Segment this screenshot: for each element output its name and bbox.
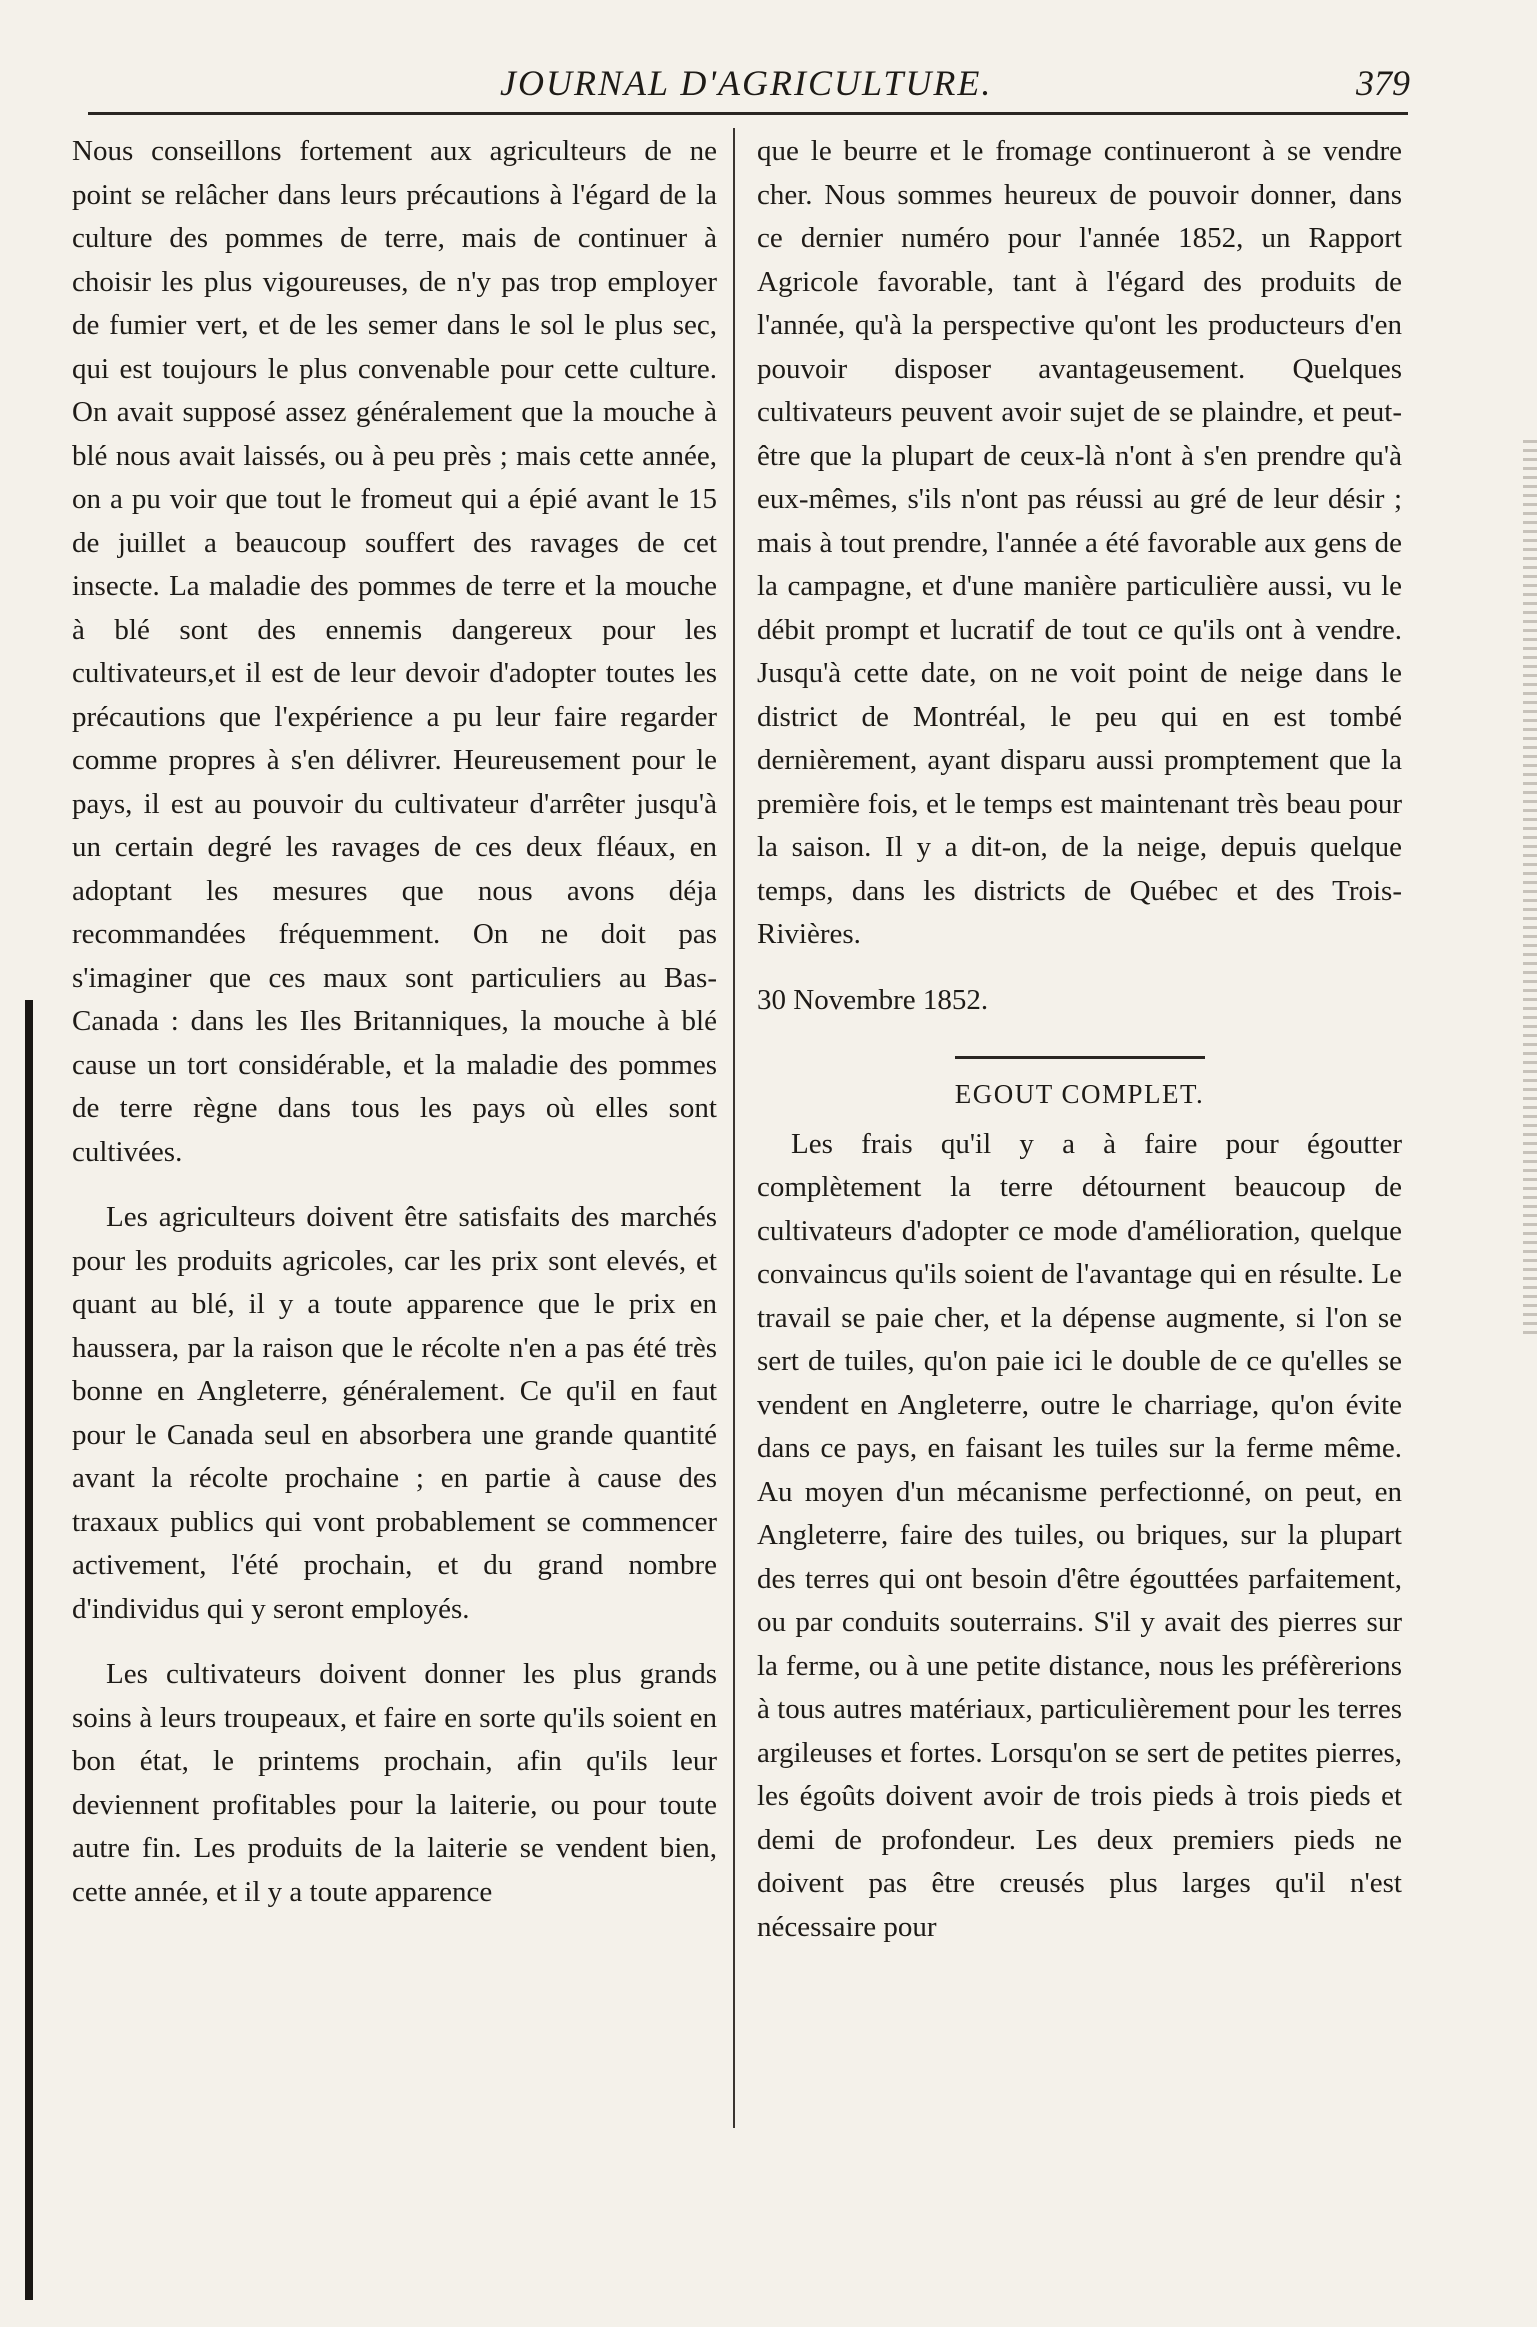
column-divider [733,128,735,2128]
paragraph-herds: Les cultivateurs doivent donner les plus grands soins à leurs troupeaux, et faire en sorte qu'ils soient en bon état, le printems prochain, afin qu'ils leur deviennent profitables pour la laiterie, ou pour toute autre fin. Les produits de la laiterie se vendent bien, cette année, et il y a toute apparence [72,1658,717,1908]
date-line: 30 Novembre 1852. [757,983,989,1016]
section-rule [955,1056,1205,1059]
page-edge-speckle [1523,440,1537,1340]
running-title: JOURNAL D'AGRICULTURE. [500,63,993,103]
paragraph-markets: Les agriculteurs doivent être satisfaits des marchés pour les produits agricoles, car les prix sont elevés, et quant au blé, il y a toute apparence que le prix en haussera, par la raison que le récolte n'en a pas été très bonne en Angleterre, généralement. Ce qu'il en faut pour le Canada seul en absorbera une grande quantité avant la récolte prochaine ; en partie à cause des traxaux publics qui vont probablement se commencer activement, l'été prochain, et du grand nombre d'individus qui y seront employés. [72,1201,717,1625]
header-rule [88,112,1408,115]
paragraph-continuation: que le beurre et le fromage continueront à se vendre cher. Nous sommes heureux de pouvoir donner, dans ce dernier numéro pour l'année 1852, un Rapport Agricole favorable, tant à l'égard des produits de l'année, qu'à la perspective qu'ont les producteurs d'en pouvoir disposer avantageusement. Quelques cultivateurs peuvent avoir sujet de se plaindre, et peut-être que la plupart de ceux-là n'ont à s'en prendre qu'à eux-mêmes, s'ils n'ont pas réussi au gré de leur désir ; mais à tout prendre, l'année a été favorable aux gens de la campagne, et d'une manière particulière aussi, vu le débit prompt et lucratif de tout ce qu'ils ont à vendre. Jusqu'à cette date, on ne voit point de neige dans le district de Montréal, le peu qui en est tombé dernièrement, ayant disparu aussi promptement que la première fois, et le temps est maintenant très beau pour la saison. Il y a dit-on, de la neige, depuis quelque temps, dans les districts de Québec et des Trois-Rivières. [757,135,1402,950]
page-number: 379 [1356,63,1410,103]
binding-margin-bar [25,1000,33,2300]
right-column [757,130,1402,1971]
left-column [72,130,717,1936]
paragraph-drainage: Les frais qu'il y a à faire pour égoutter complètement la terre détournent beaucoup de cultivateurs d'adopter ce mode d'amélioration, quelque convaincus qu'ils soient de l'avantage qui en résulte. Le travail se paie cher, et la dépense augmente, si l'on se sert de tuiles, qu'on paie ici le double de ce qu'elles se vendent en Angleterre, outre le charriage, qu'on évite dans ce pays, en faisant les tuiles sur la ferme même. Au moyen d'un mécanisme perfectionné, on peut, en Angleterre, faire des tuiles, ou briques, sur la plupart des terres qui ont besoin d'être égouttées parfaitement, ou par conduits souterrains. S'il y avait des pierres sur la ferme, ou à une petite distance, nous les préfèrerions à tous autres matériaux, particulièrement pour les terres argileuses et fortes. Lorsqu'on se sert de petites pierres, les égoûts doivent avoir de trois pieds à trois pieds et demi de profondeur. Les deux premiers pieds ne doivent pas être creusés plus larges qu'il n'est nécessaire pour [757,1127,1402,1943]
section-heading: EGOUT COMPLET. [954,1079,1205,1109]
paragraph-potatoes: Nous conseillons fortement aux agriculteurs de ne point se relâcher dans leurs précautions à l'égard de la culture des pommes de terre, mais de continuer à choisir les plus vigoureuses, de n'y pas trop employer de fumier vert, et de les semer dans le sol le plus sec, qui est toujours le plus convenable pour cette culture. On avait supposé assez généralement que la mouche à blé nous avait laissés, ou à peu près ; mais cette année, on a pu voir que tout le fromeut qui a épié avant le 15 de juillet a beaucoup souffert des ravages de cet insecte. La maladie des pommes de terre et la mouche à blé sont des ennemis dangereux pour les cultivateurs,et il est de leur devoir d'adopter toutes les précautions que l'expérience a pu leur faire regarder comme propres à s'en délivrer. Heureusement pour le pays, il est au pouvoir du cultivateur d'arrêter jusqu'à un certain degré les ravages de ces deux fléaux, en adoptant les mesures que nous avons déja recommandées fréquemment. On ne doit pas s'imaginer que ces maux sont particuliers au Bas-Canada : dans les Iles Britanniques, la mouche à blé cause un tort considérable, et la maladie des pommes de terre règne dans tous les pays où elles sont cultivées. [72,135,717,1168]
